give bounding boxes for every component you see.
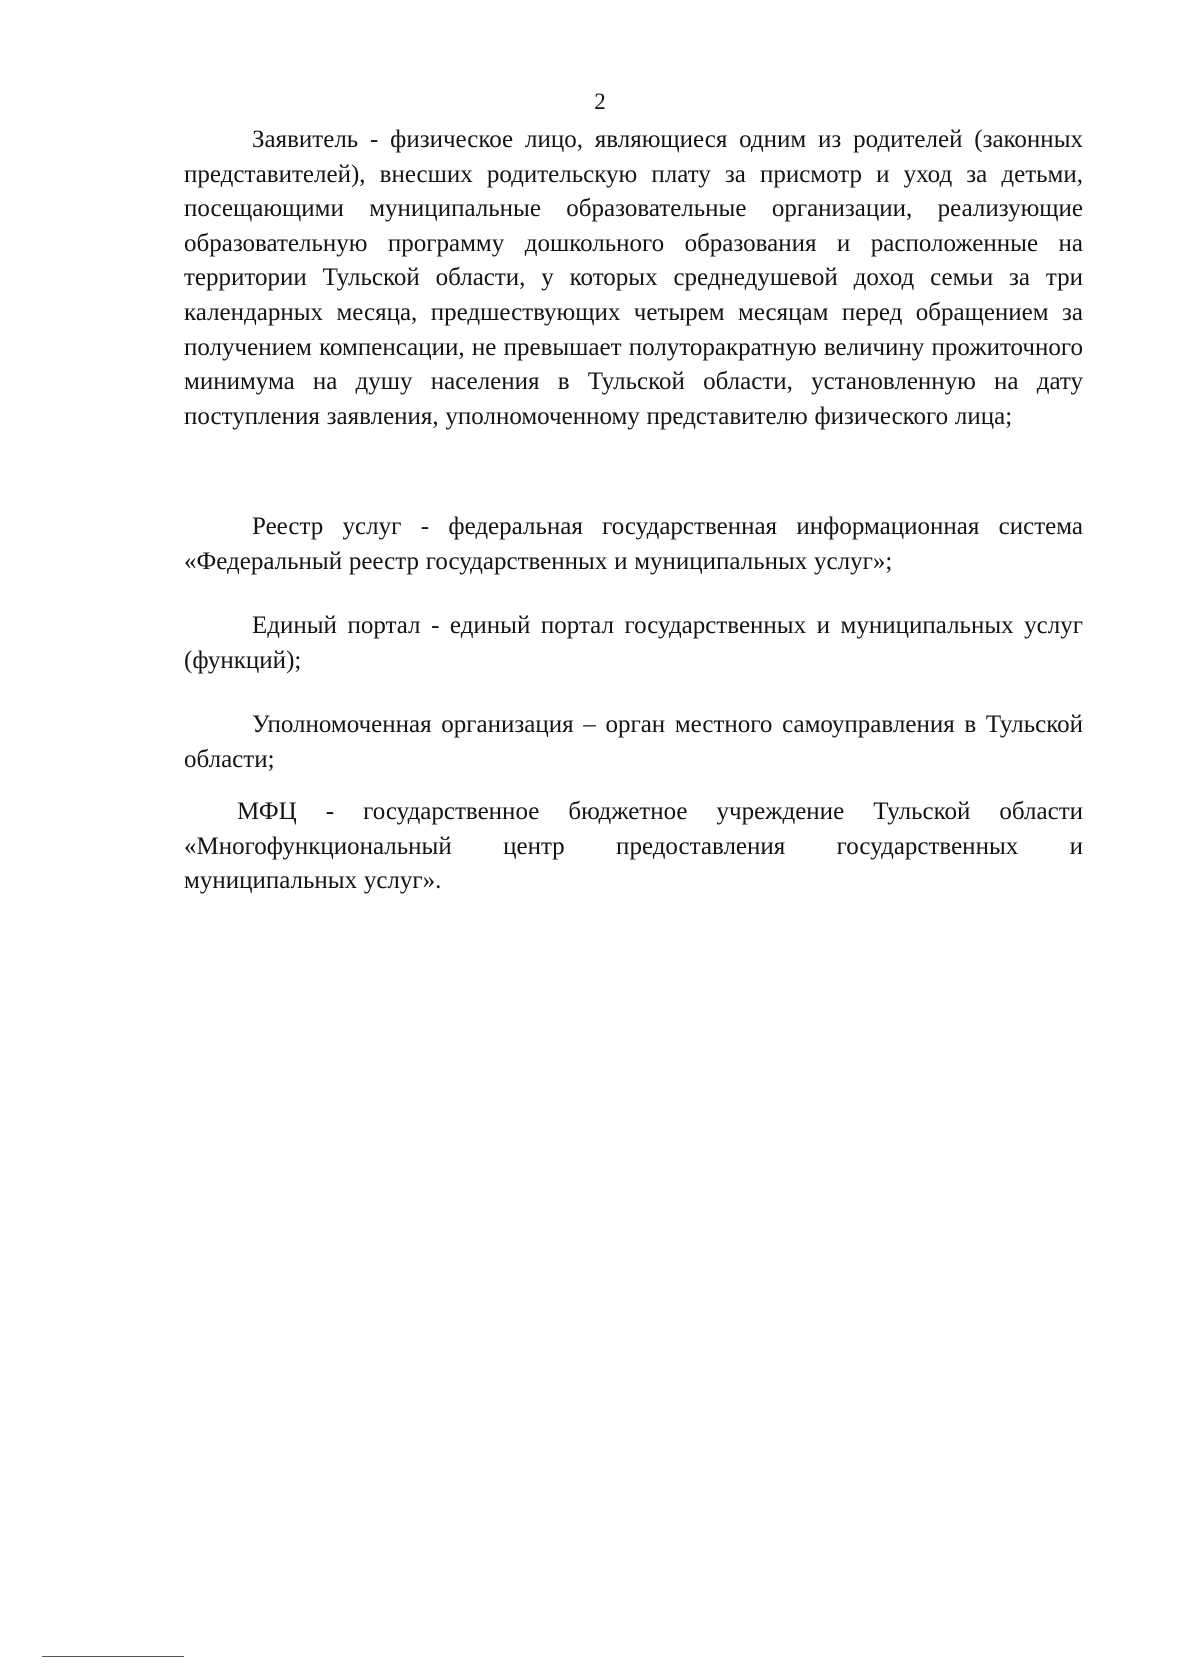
footer-rule	[42, 1656, 184, 1657]
page-number: 2	[594, 89, 606, 114]
definition-unified-portal: Единый портал - единый портал государственных и муниципальных услуг (функций);	[184, 612, 1083, 674]
definition-mfc: МФЦ - государственное бюджетное учреждение Тульской области «Многофункциональный центр предоставления государственных и муниципальных услуг».	[184, 798, 1083, 895]
definition-services-registry: Реестр услуг - федеральная государственная информационная система «Федеральный реестр государственных и муниципальных услуг»;	[184, 513, 1083, 575]
definition-authorized-organization: Уполномоченная организация – орган местного самоуправления в Тульской области;	[184, 711, 1083, 773]
definition-applicant: Заявитель - физическое лицо, являющиеся одним из родителей (законных представителей), внесших родительскую плату за присмотр и уход за детьми, посещающими муниципальные образовательные организации, реализующие образовательную программу дошкольного образования и расположенные на территории Тульской области, у которых среднедушевой доход семьи за три календарных месяца, предшествующих четырем месяцам перед обращением за получением компенсации, не превышает полуторакратную величину прожиточного минимума на душу населения в Тульской области, установленную на дату поступления заявления, уполномоченному представителю физического лица;	[184, 126, 1083, 430]
